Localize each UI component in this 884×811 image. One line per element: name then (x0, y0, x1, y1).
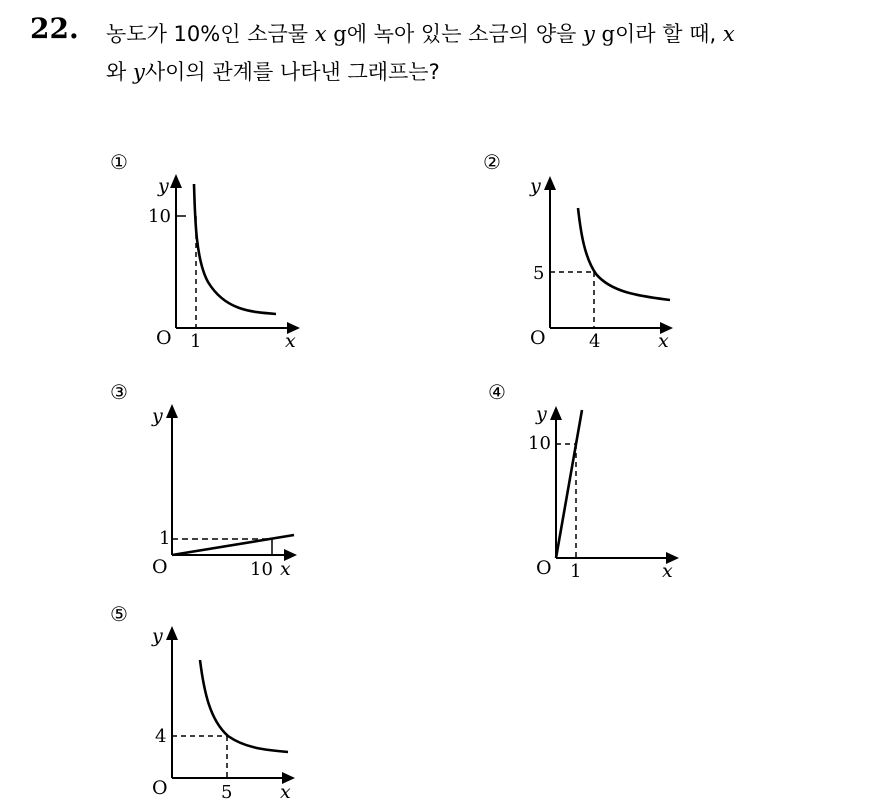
y-axis-label: y (530, 175, 541, 197)
y-axis-arrow (544, 176, 556, 190)
choice-number: ⑤ (110, 602, 128, 626)
x-axis-label: x (662, 560, 673, 582)
x-axis-label: x (285, 330, 296, 352)
x-axis-label: x (280, 558, 291, 580)
y-axis-label: y (536, 403, 547, 425)
y-tick-label: 10 (528, 433, 551, 454)
x-tick-label: 1 (190, 331, 202, 352)
graph-2 (478, 150, 698, 350)
x-tick-label: 1 (570, 561, 582, 582)
y-tick-label: 1 (159, 528, 171, 549)
y-axis-label: y (152, 405, 163, 427)
choice-2[interactable] (478, 150, 698, 350)
graph-4 (478, 380, 698, 580)
y-axis-arrow (170, 174, 182, 188)
origin-label: O (536, 557, 552, 579)
x-tick-label: 4 (589, 331, 601, 352)
choice-number: ④ (488, 380, 506, 404)
y-axis-arrow (166, 626, 178, 640)
x-axis-label: x (280, 781, 291, 803)
x-axis-label: x (658, 330, 669, 352)
graph-3 (100, 380, 320, 580)
choice-1[interactable] (100, 150, 320, 350)
question-text-line-1: 농도가 10%인 소금물 x g에 녹아 있는 소금의 양을 y g이라 할 때, x (106, 22, 735, 46)
origin-label: O (152, 556, 168, 578)
y-axis-label: y (158, 175, 169, 197)
y-axis-arrow (166, 404, 178, 418)
graph-5 (100, 602, 320, 802)
curve (194, 184, 276, 314)
origin-label: O (152, 777, 168, 799)
question-text-line-2: 와 y사이의 관계를 나타낸 그래프는? (106, 60, 440, 84)
choice-number: ③ (110, 380, 128, 404)
y-axis-arrow (550, 406, 562, 420)
choice-number: ① (110, 150, 128, 174)
x-tick-label: 10 (250, 559, 273, 580)
choice-3[interactable] (100, 380, 320, 580)
question-number: 22. (30, 12, 79, 45)
graph-1 (100, 150, 320, 350)
curve (200, 660, 288, 752)
graph-line (556, 410, 582, 558)
y-tick-label: 10 (148, 206, 171, 227)
origin-label: O (156, 327, 172, 349)
x-tick-label: 5 (221, 782, 233, 803)
choice-5[interactable] (100, 602, 320, 802)
y-tick-label: 5 (533, 263, 545, 284)
origin-label: O (530, 327, 546, 349)
curve (578, 208, 670, 300)
y-axis-label: y (152, 625, 163, 647)
choice-4[interactable] (478, 380, 698, 580)
graph-line (172, 535, 294, 555)
y-tick-label: 4 (155, 726, 167, 747)
choice-number: ② (483, 150, 501, 174)
